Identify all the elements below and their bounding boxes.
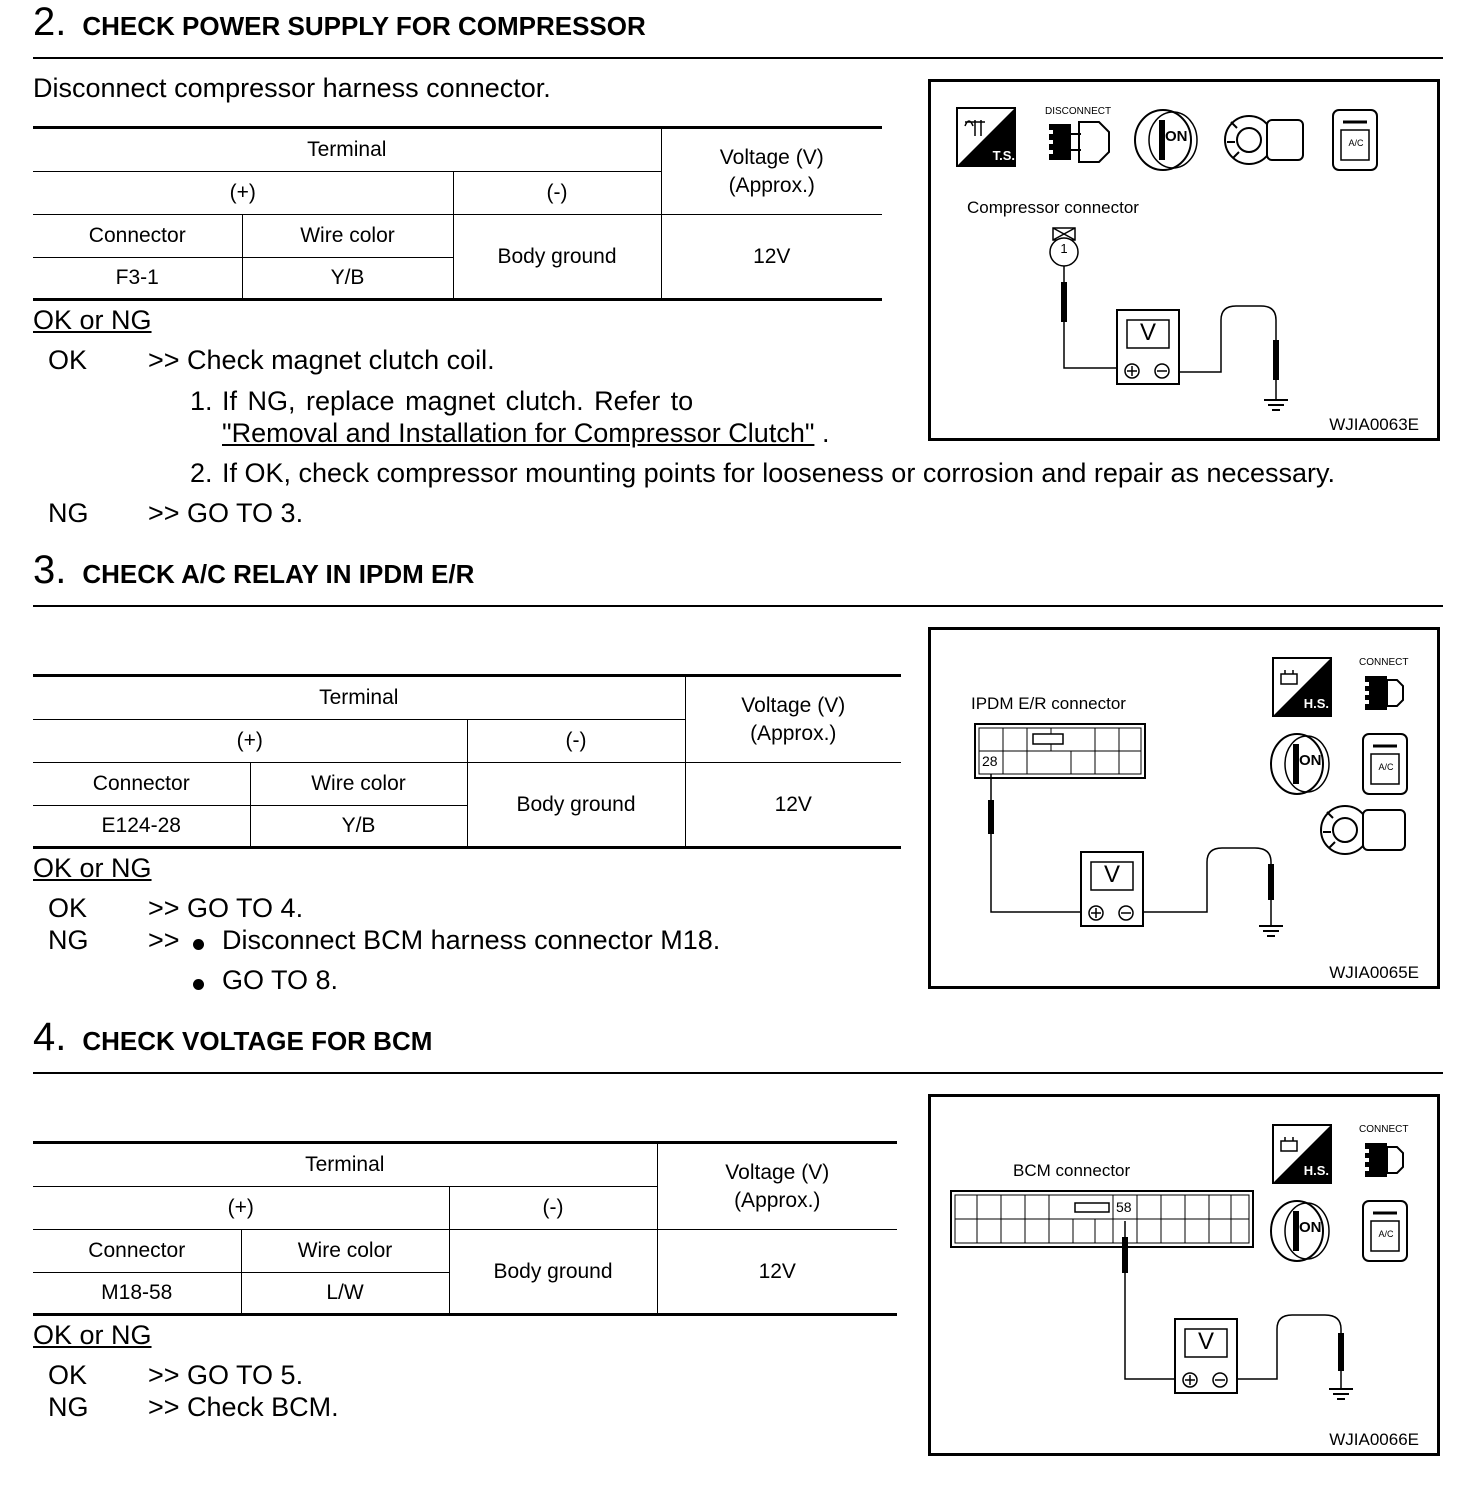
connector-header: Connector xyxy=(33,763,250,806)
ng-action: >> Check BCM. xyxy=(148,1392,339,1422)
step-4-terminal-table xyxy=(33,1141,897,1316)
minus-header: (-) xyxy=(453,172,661,215)
bullet-icon xyxy=(193,979,204,990)
meter-label: V xyxy=(1103,861,1120,888)
ok-action: >> GO TO 5. xyxy=(148,1360,304,1390)
ng-arrow: >> xyxy=(148,925,180,955)
step-2-heading xyxy=(33,0,646,45)
ipdm-connector xyxy=(975,724,1145,778)
ipdm-voltage-figure xyxy=(928,627,1440,989)
step-number: 3. xyxy=(33,548,67,592)
section-divider xyxy=(33,57,1443,59)
step-2-terminal-table xyxy=(33,126,882,301)
ng-label: NG xyxy=(48,925,89,955)
terminal-header: Terminal xyxy=(33,128,661,172)
ac-label: A/C xyxy=(1378,762,1394,772)
ok-sub1-num: 1. xyxy=(190,386,213,416)
voltage-header: Voltage (V) (Approx.) xyxy=(661,128,882,215)
ng-bullet-2: GO TO 8. xyxy=(222,965,339,995)
voltage-value: 12V xyxy=(685,763,901,848)
voltage-value: 12V xyxy=(657,1230,897,1315)
ok-action: >> GO TO 4. xyxy=(148,893,304,923)
bullet-icon xyxy=(193,939,204,950)
okng-heading: OK or NG xyxy=(33,305,152,335)
ac-label: A/C xyxy=(1348,138,1364,148)
ok-label: OK xyxy=(48,345,88,375)
hs-label: H.S. xyxy=(1303,696,1329,711)
pin-number: 1 xyxy=(1060,241,1068,256)
plus-header: (+) xyxy=(33,720,467,763)
disconnect-label: DISCONNECT xyxy=(1045,106,1112,117)
wire-color-header: Wire color xyxy=(250,763,467,806)
plus-header: (+) xyxy=(33,1187,449,1230)
connector-caption: BCM connector xyxy=(1013,1161,1131,1180)
step-number: 4. xyxy=(33,1015,67,1059)
ok-sub2-num: 2. xyxy=(190,458,213,488)
terminal-header: Terminal xyxy=(33,676,685,720)
connector-header: Connector xyxy=(33,215,242,258)
connect-label: CONNECT xyxy=(1359,657,1409,668)
minus-header: (-) xyxy=(467,720,685,763)
bcm-connector xyxy=(951,1191,1253,1247)
on-label: ON xyxy=(1299,1219,1322,1236)
wire-color-header: Wire color xyxy=(241,1230,449,1273)
wire-color-header: Wire color xyxy=(242,215,453,258)
minus-value: Body ground xyxy=(453,215,661,300)
okng-heading: OK or NG xyxy=(33,1320,152,1350)
ng-label: NG xyxy=(48,1392,89,1422)
ng-action: >> GO TO 3. xyxy=(148,498,304,528)
plus-header: (+) xyxy=(33,172,453,215)
connector-caption: Compressor connector xyxy=(967,198,1139,217)
connect-icon xyxy=(1359,676,1403,710)
compressor-icon xyxy=(1225,116,1303,164)
ok-label: OK xyxy=(48,1360,88,1390)
wire-color-value: Y/B xyxy=(242,258,453,300)
pin-number: 28 xyxy=(982,753,998,769)
minus-header: (-) xyxy=(449,1187,657,1230)
terminal-header: Terminal xyxy=(33,1143,657,1187)
voltage-value: 12V xyxy=(661,215,882,300)
step-title: CHECK POWER SUPPLY FOR COMPRESSOR xyxy=(82,11,646,41)
connector-value: F3-1 xyxy=(33,258,242,300)
ok-sub1-text: If NG, replace magnet clutch. Refer to xyxy=(222,386,694,416)
step-3-terminal-table xyxy=(33,674,901,849)
meter-label: V xyxy=(1139,319,1156,346)
on-label: ON xyxy=(1165,128,1188,145)
ok-sub2-text: If OK, check compressor mounting points for looseness or corrosion and repair as necessary. xyxy=(222,458,1336,488)
section-divider xyxy=(33,1072,1443,1074)
voltage-header: Voltage (V) (Approx.) xyxy=(657,1143,897,1230)
step-4-heading xyxy=(33,1015,432,1060)
figure-code: WJIA0063E xyxy=(1329,415,1419,434)
circuit-diagram xyxy=(931,1097,1437,1453)
meter-label: V xyxy=(1197,1328,1214,1355)
connect-icon xyxy=(1359,1143,1403,1177)
okng-heading: OK or NG xyxy=(33,853,152,883)
step-number: 2. xyxy=(33,0,67,44)
compressor-clutch-link[interactable]: "Removal and Installation for Compressor Clutch" xyxy=(222,418,815,448)
figure-code: WJIA0066E xyxy=(1329,1430,1419,1449)
pin-number: 58 xyxy=(1116,1199,1132,1215)
ok-action: >> Check magnet clutch coil. xyxy=(148,345,495,375)
ac-label: A/C xyxy=(1378,1229,1394,1239)
minus-value: Body ground xyxy=(449,1230,657,1315)
ok-sub1-link-line: "Removal and Installation for Compressor Clutch" . xyxy=(222,418,830,448)
step-title: CHECK A/C RELAY IN IPDM E/R xyxy=(82,559,475,589)
minus-value: Body ground xyxy=(467,763,685,848)
disconnect-icon xyxy=(1043,122,1109,162)
on-label: ON xyxy=(1299,752,1322,769)
wire-color-value: Y/B xyxy=(250,806,467,848)
connector-header: Connector xyxy=(33,1230,241,1273)
connect-label: CONNECT xyxy=(1359,1124,1409,1135)
connector-caption: IPDM E/R connector xyxy=(971,694,1126,713)
ok-label: OK xyxy=(48,893,88,923)
ts-label: T.S. xyxy=(992,148,1015,163)
circuit-diagram xyxy=(931,630,1437,986)
hs-label: H.S. xyxy=(1303,1163,1329,1178)
ng-label: NG xyxy=(48,498,89,528)
connector-value: E124-28 xyxy=(33,806,250,848)
connector-value: M18-58 xyxy=(33,1273,241,1315)
bcm-voltage-figure xyxy=(928,1094,1440,1456)
figure-code: WJIA0065E xyxy=(1329,963,1419,982)
compressor-icon xyxy=(1321,806,1405,854)
compressor-voltage-figure xyxy=(928,79,1440,441)
step-title: CHECK VOLTAGE FOR BCM xyxy=(82,1026,433,1056)
step-2-instruction: Disconnect compressor harness connector. xyxy=(33,73,551,103)
ng-bullet-1: Disconnect BCM harness connector M18. xyxy=(222,925,721,955)
voltage-header: Voltage (V) (Approx.) xyxy=(685,676,901,763)
step-3-heading xyxy=(33,548,474,593)
section-divider xyxy=(33,605,1443,607)
wire-color-value: L/W xyxy=(241,1273,449,1315)
